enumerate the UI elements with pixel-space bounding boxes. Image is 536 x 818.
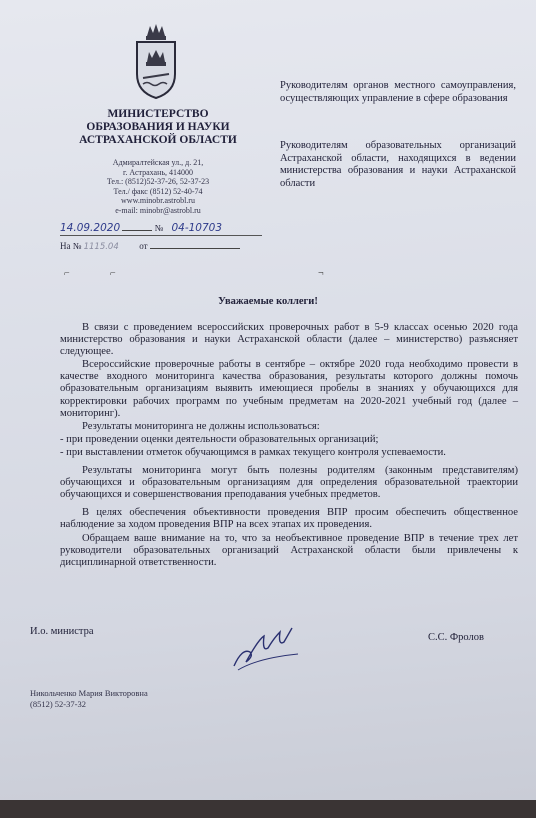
signatory-name: С.С. Фролов <box>428 632 484 643</box>
body-paragraph: Результаты мониторинга не должны использоваться: <box>82 420 320 432</box>
reference-from-label: от <box>139 241 148 251</box>
handwritten-signature <box>228 618 308 674</box>
addressee-municipal: Руководителям органов местного самоуправления, осуществляющих управление в сфере образования <box>280 80 516 104</box>
body-list-item: - при выставлении отметок обучающимся в рамках текущего контроля успеваемости. <box>60 446 446 458</box>
registration-underline <box>60 235 262 236</box>
reference-label: На № <box>60 241 82 251</box>
signatory-title: И.о. министра <box>30 626 94 637</box>
addressee-schools: Руководителям образовательных организаций Астраханской области, находящихся в ведении министерства образования и науки Астраханской области <box>280 140 516 189</box>
contact-block <box>70 158 246 216</box>
website-line: www.minobr.astrobl.ru <box>121 196 195 206</box>
ministry-name-line: ОБРАЗОВАНИЯ И НАУКИ <box>86 121 230 133</box>
body-list-item: - при проведении оценки деятельности образовательных организаций; <box>60 433 379 445</box>
reference-number: 1115.04 <box>83 242 119 252</box>
corner-marks: ⌐ ⌐ ¬ <box>64 268 324 279</box>
registration-number: 04-10703 <box>171 222 223 234</box>
registration-line <box>60 222 270 236</box>
ministry-name-line: МИНИСТЕРСТВО <box>107 108 209 120</box>
registration-date: 14.09.2020 <box>60 222 121 234</box>
greeting: Уважаемые коллеги! <box>218 296 318 307</box>
reference-line <box>60 241 260 252</box>
executor-name: Никольченко Мария Викторовна <box>30 688 148 698</box>
body-paragraph: В целях обеспечения объективности проведения ВПР просим обеспечить общественное наблюдение за ходом проведения ВПР на всех этапах их проведения. <box>60 507 518 531</box>
background-edge <box>0 800 536 818</box>
address-street: Адмиралтейская ул., д. 21, <box>112 158 204 167</box>
registration-number-label: № <box>154 223 164 233</box>
ministry-name <box>68 108 248 147</box>
letter-body <box>60 322 518 570</box>
coat-of-arms-icon <box>133 22 179 100</box>
body-paragraph: Результаты мониторинга могут быть полезны родителям (законным представителям) обучающихся и образовательным организациям для определения образовательной траектории обучающихся и совершенствования преподавания учебных предметов. <box>60 465 518 501</box>
body-paragraph: Всероссийские проверочные работы в сентябре – октябре 2020 года необходимо провести в качестве входного мониторинга качества образования, результаты которого должны помочь образовательным организациям выявить имеющиеся пробелы в знаниях у обучающихся для корректировки рабочих программ по учебным предметам на 2020-2021 учебный год (далее – мониторинг). <box>60 359 518 419</box>
ministry-name-line: АСТРАХАНСКОЙ ОБЛАСТИ <box>79 134 237 146</box>
fax-line: Тел./ факс (8512) 52-40-74 <box>113 186 203 196</box>
executor-phone: (8512) 52-37-32 <box>30 699 86 709</box>
phone-line: Тел.: (8512)52-37-26, 52-37-23 <box>106 177 210 187</box>
executor-block <box>30 688 148 710</box>
email-line: e-mail: minobr@astrobl.ru <box>115 205 201 215</box>
address-city: г. Астрахань, 414000 <box>122 167 194 177</box>
body-paragraph: Обращаем ваше внимание на то, что за необъективное проведение ВПР в течение трех лет руководители образовательных организаций Астраханской области были привлечены к дисциплинарной ответственности. <box>60 532 518 568</box>
body-paragraph: В связи с проведением всероссийских проверочных работ в 5-9 классах осенью 2020 года министерство образования и науки Астраханской области (далее – министерство) разъясняет следующее. <box>60 322 518 358</box>
